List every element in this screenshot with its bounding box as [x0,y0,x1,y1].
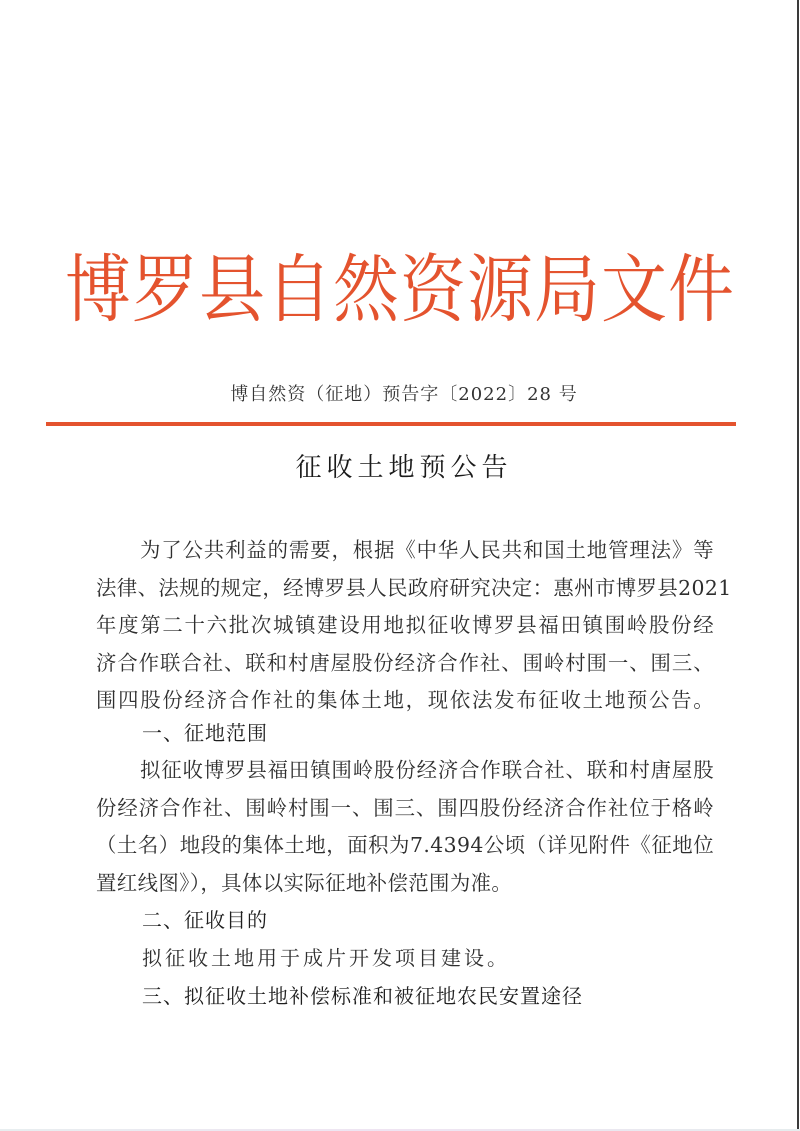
paragraph-line: 置红线图》），具体以实际征地补偿范围为准。 [96,870,513,895]
section-heading-purpose: 二、征收目的 [142,908,268,932]
paragraph-line: 法律、法规的规定，经博罗县人民政府研究决定：惠州市博罗县2021 [96,575,732,600]
section-land-scope-body [96,752,714,902]
issuing-authority-header: 博罗县自然资源局文件 [65,246,735,333]
red-divider-rule [46,422,736,426]
paragraph-line: 为了公共利益的需要，根据《中华人民共和国土地管理法》等 [140,538,714,562]
section-heading-compensation: 三、拟征收土地补偿标准和被征地农民安置途径 [142,984,583,1008]
paragraph-line: 济合作联合社、联和村唐屋股份经济合作社、围岭村围一、围三、 [96,650,714,675]
document-number: 博自然资（征地）预告字〔2022〕28 号 [230,384,578,405]
section-purpose-body: 拟征收土地用于成片开发项目建设。 [142,946,510,970]
paragraph-line: 拟征收博罗县福田镇围岭股份经济合作联合社、联和村唐屋股 [140,758,714,782]
paragraph-line: 年度第二十六批次城镇建设用地拟征收博罗县福田镇围岭股份经 [96,613,714,637]
paragraph-line: （土名）地段的集体土地，面积为7.4394公顷（详见附件《征地位 [96,833,714,857]
section-heading-land-scope: 一、征地范围 [142,721,268,745]
paragraph-line: 围四股份经济合作社的集体土地，现依法发布征收土地预公告。 [96,688,714,712]
intro-paragraph [96,532,732,720]
paragraph-line: 份经济合作社、围岭村围一、围三、围四股份经济合作社位于格岭 [96,795,714,820]
scan-edge-line [797,0,799,1131]
notice-title: 征收土地预公告 [295,453,513,483]
